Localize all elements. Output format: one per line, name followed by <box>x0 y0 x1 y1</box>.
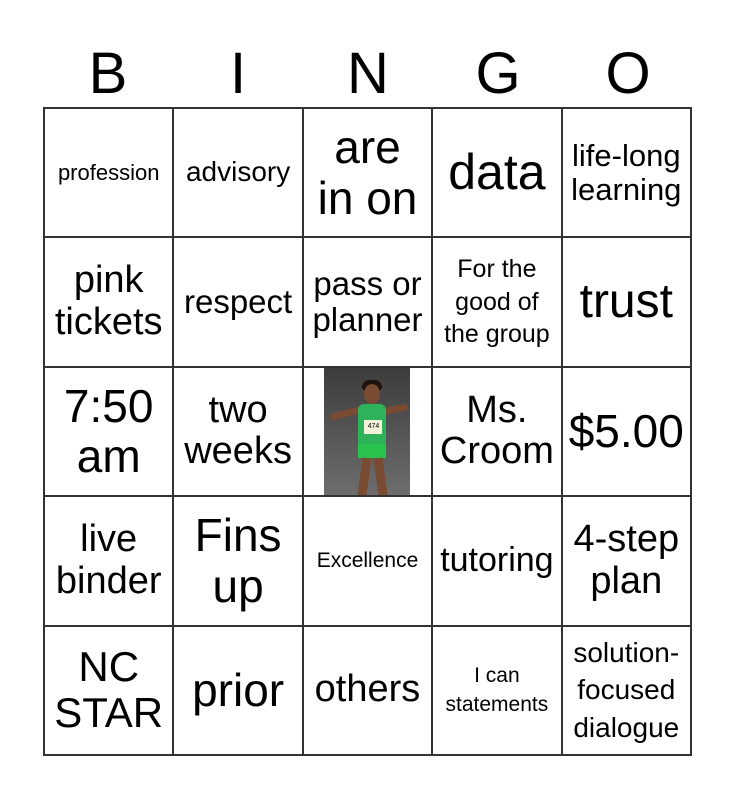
cell-text-line: live <box>80 518 138 561</box>
bingo-cell[interactable] <box>562 237 691 366</box>
bingo-cell[interactable] <box>562 108 691 237</box>
cell-text-line: solution- <box>573 636 680 668</box>
header-letter-b: B <box>88 41 128 106</box>
cell-text-line: binder <box>55 559 162 602</box>
cell-text-line: the group <box>444 320 550 349</box>
cell-text-line: good of <box>455 287 539 316</box>
bingo-cell[interactable] <box>432 626 561 755</box>
bingo-cell[interactable] <box>303 237 432 366</box>
bingo-cell[interactable] <box>44 626 173 755</box>
bingo-cell[interactable] <box>173 626 302 755</box>
bingo-cell[interactable] <box>562 496 691 625</box>
cell-text-line: learning <box>571 171 682 207</box>
cell-text-line: For the <box>457 255 537 284</box>
bingo-cell[interactable] <box>432 108 561 237</box>
cell-text-line: Fins <box>194 509 282 562</box>
bingo-cell[interactable] <box>173 496 302 625</box>
cell-text-line: profession <box>57 159 160 185</box>
bingo-cell[interactable] <box>44 237 173 366</box>
cell-text-line: dialogue <box>573 712 680 744</box>
cell-text-line: pink <box>73 259 144 302</box>
bingo-cell[interactable] <box>432 496 561 625</box>
bingo-cell[interactable] <box>432 237 561 366</box>
bingo-cell[interactable] <box>173 108 302 237</box>
bingo-cell[interactable] <box>303 496 432 625</box>
cell-text-line: tutoring <box>440 541 554 580</box>
cell-text-line: 4-step <box>573 518 680 561</box>
cell-text-line: are <box>334 121 401 174</box>
bingo-header <box>43 40 693 108</box>
bingo-grid <box>43 107 692 756</box>
cell-text-line: $5.00 <box>568 405 684 458</box>
bingo-cell[interactable] <box>303 626 432 755</box>
cell-text-line: planner <box>312 301 423 339</box>
bingo-cell[interactable] <box>303 108 432 237</box>
cell-text-line: NC <box>78 643 140 691</box>
cell-text-line: up <box>212 559 264 612</box>
cell-text-line: plan <box>590 559 663 602</box>
cell-text-line: Croom <box>439 430 554 473</box>
cell-text-line: 7:50 <box>63 379 154 432</box>
cell-text-line: respect <box>183 282 293 320</box>
cell-text-line: tickets <box>54 301 163 344</box>
header-letter-n: N <box>347 41 389 106</box>
header-letter-g: G <box>475 41 521 106</box>
bingo-cell[interactable] <box>173 237 302 366</box>
cell-text-line: others <box>314 668 421 711</box>
header-letter-o: O <box>605 41 651 106</box>
cell-text-line: life-long <box>572 137 681 173</box>
runner-photo <box>324 368 410 496</box>
cell-text-line: Ms. <box>466 388 528 431</box>
bingo-cell[interactable] <box>44 108 173 237</box>
cell-text-line: pass or <box>313 264 422 302</box>
free-space-cell[interactable] <box>303 367 432 496</box>
cell-text-line: Excellence <box>316 549 419 573</box>
cell-text-line: weeks <box>184 430 292 473</box>
cell-text-line: STAR <box>54 689 164 737</box>
bingo-cell[interactable] <box>44 367 173 496</box>
cell-text-line: am <box>76 430 141 483</box>
cell-text-line: focused <box>577 674 676 706</box>
bingo-cell[interactable] <box>432 367 561 496</box>
cell-text-line: trust <box>579 274 673 328</box>
cell-text-line: in on <box>317 171 418 224</box>
cell-text-line: two <box>208 388 268 431</box>
cell-text-line: statements <box>445 693 549 717</box>
bingo-cell[interactable] <box>173 367 302 496</box>
cell-text-line: advisory <box>185 156 291 188</box>
cell-text-line: data <box>448 144 546 201</box>
bingo-cell[interactable] <box>562 626 691 755</box>
race-bib: 474 <box>364 420 382 434</box>
bingo-cell[interactable] <box>562 367 691 496</box>
header-letter-i: I <box>229 41 247 106</box>
bingo-cell[interactable] <box>44 496 173 625</box>
cell-text-line: I can <box>474 663 520 687</box>
cell-text-line: prior <box>192 663 285 716</box>
